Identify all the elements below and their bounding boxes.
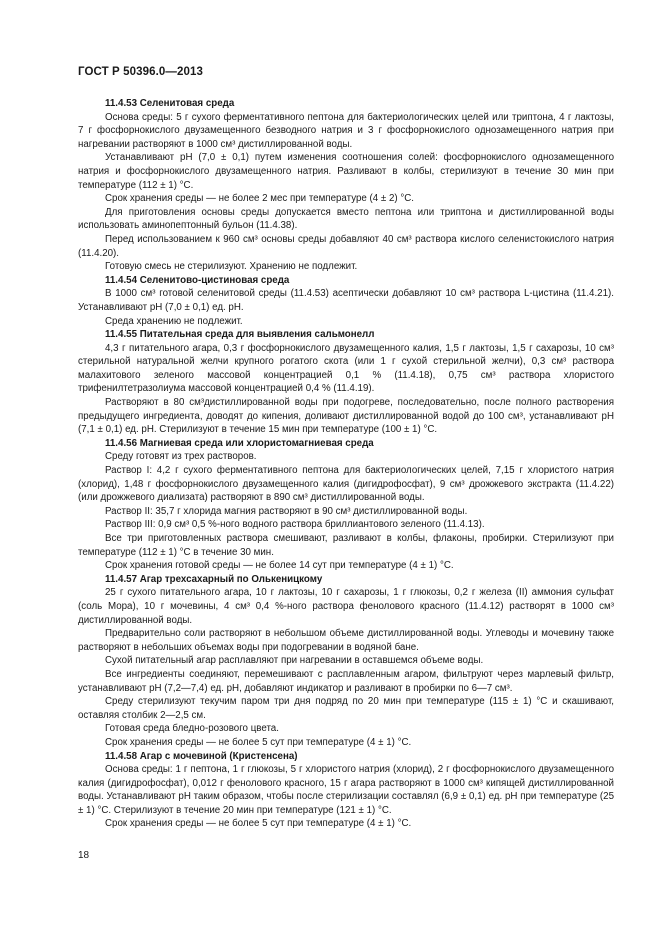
paragraph: Основа среды: 1 г пептона, 1 г глюкозы, 5 г хлористого натрия (хлорид), 2 г фосфорнокислого двузамещенного калия (дигидрофосфат), 0,012 г фенолового красного, 15 г агара растворяют в 1000 см³ кипящей дистиллированной воды. Устанавливают рН таким образом, чтобы после стерилизации составлял (6,9 ± 0,1) ед. рН при температуре (25 ± 1) °С. Стерилизуют в течение 20 мин при температуре (121 ± 1) °С.: [78, 764, 614, 816]
page-number: 18: [78, 850, 90, 861]
paragraph: 4,3 г питательного агара, 0,3 г фосфорнокислого двузамещенного калия, 1,5 г лактозы, 1,5 г сахарозы, 10 см³ стерильной натуральной желчи крупного рогатого скота (или 1 г сухой стерильной желчи), 0,3 см³ раствора малахитового зеленого массовой концентрацией 0,1 % (11.4.18), 0,75 см³ раствора хлористого трифенилтетразолиума массовой концентрацией 0,4 % (11.4.19).: [78, 342, 614, 395]
paragraph: В 1000 см³ готовой селенитовой среды (11.4.53) асептически добавляют 10 см³ раствора L-цистина (11.4.21). Устанавливают рН (7,0 ± 0,1) ед. рН.: [78, 288, 614, 313]
paragraph: Среда хранению не подлежит.: [105, 315, 243, 327]
section-heading: 11.4.55 Питательная среда для выявления сальмонелл: [105, 329, 375, 341]
paragraph: Готовая среда бледно-розового цвета.: [105, 723, 279, 735]
paragraph: Перед использованием к 960 см³ основы среды добавляют 40 см³ раствора кислого селенистокислого натрия (11.4.20).: [78, 233, 614, 259]
section-heading: 11.4.53 Селенитовая среда: [105, 98, 235, 109]
paragraph: Устанавливают рН (7,0 ± 0,1) путем изменения соотношения солей: фосфорнокислого однозамещенного натрия и фосфорнокислого двузамещенного натрия. Разливают в колбы, стерилизуют в течение 30 мин при температуре (112 ± 1) °С.: [78, 152, 614, 191]
paragraph: Раствор I: 4,2 г сухого ферментативного пептона для бактериологических целей, 7,15 г хлористого натрия (хлорид), 1,48 г фосфорнокислого двузамещенного калия (дигидрофосфат), 9 см³ дрожжевого экстракта (11.4.22) (или дрожжевого диализата) растворяют в 890 см³ дистиллированной воды.: [78, 465, 614, 504]
section-heading: 11.4.54 Селенитово-цистиновая среда: [105, 274, 290, 286]
paragraph: Все три приготовленных раствора смешивают, разливают в колбы, флаконы, пробирки. Стерилизуют при температуре (112 ± 1) °С в течение 30 мин.: [78, 533, 614, 558]
paragraph: Для приготовления основы среды допускается вместо пептона или триптона и дистиллированной воды использовать аминопептонный бульон (11.4.38).: [78, 206, 614, 232]
paragraph: Основа среды: 5 г сухого ферментативного пептона для бактериологических целей или триптона, 4 г лактозы, 7 г фосфорнокислого двузамещенного безводного натрия и 3 г фосфорнокислого однозамещенного натрия при нагревании растворяют в 1000 см³ дистиллированной воды.: [78, 111, 614, 150]
section-heading: 11.4.58 Агар с мочевиной (Кристенсена): [105, 750, 298, 762]
paragraph: Все ингредиенты соединяют, перемешивают с расплавленным агаром, фильтруют через марлевый фильтр, устанавливают рН (7,2—7,4) ед. рН, добавляют индикатор и разливают в пробирки по 6—7 см³.: [78, 668, 614, 694]
paragraph: Срок хранения среды — не более 2 мес при температуре (4 ± 2) °С.: [105, 193, 415, 205]
paragraph: Срок хранения среды — не более 5 сут при температуре (4 ± 1) °С.: [105, 818, 412, 830]
section-heading: 11.4.56 Магниевая среда или хлористомагниевая среда: [105, 437, 374, 449]
paragraph: Растворяют в 80 см³дистиллированной воды при подогреве, последовательно, после полного растворения предыдущего ингредиента, доводят до кипения, доливают дистиллированной водой до 100 см³, устанавливают рН (7,1 ± 0,1) ед. рН. Стерилизуют в течение 15 мин при температуре (100 ± 1) °С.: [78, 397, 614, 436]
paragraph: Готовую смесь не стерилизуют. Хранению не подлежит.: [105, 261, 358, 273]
document-header: ГОСТ Р 50396.0—2013: [78, 66, 203, 78]
paragraph: Срок хранения среды — не более 5 сут при температуре (4 ± 1) °С.: [105, 736, 412, 748]
paragraph: Среду стерилизуют текучим паром три дня подряд по 20 мин при температуре (115 ± 1) °С и скашивают, оставляя столбик 2—2,5 см.: [78, 696, 614, 721]
paragraph: 25 г сухого питательного агара, 10 г лактозы, 10 г сахарозы, 1 г глюкозы, 0,2 г железа (II) аммония сульфат (соль Мора), 10 г мочевины, 4 см³ 0,4 %-ного раствора фенолового красного (11.4.12) растворят в 1000 см³ дистиллированной воды.: [78, 587, 614, 626]
paragraph: Среду готовят из трех растворов.: [105, 451, 257, 463]
section-heading: 11.4.57 Агар трехсахарный по Олькеницкому: [105, 573, 323, 585]
paragraph: Раствор III: 0,9 см³ 0,5 %-ного водного раствора бриллиантового зеленого (11.4.13).: [105, 519, 485, 531]
paragraph: Сухой питательный агар расплавляют при нагревании в оставшемся объеме воды.: [105, 655, 484, 667]
paragraph: Предварительно соли растворяют в небольшом объеме дистиллированной воды. Углеводы и мочевину также растворяют в небольших объемах воды при подогревании в водяной бане.: [78, 628, 614, 653]
document-body: [78, 97, 614, 831]
paragraph: Срок хранения готовой среды — не более 14 сут при температуре (4 ± 1) °С.: [105, 560, 454, 572]
paragraph: Раствор II: 35,7 г хлорида магния растворяют в 90 см³ дистиллированной воды.: [105, 505, 468, 517]
